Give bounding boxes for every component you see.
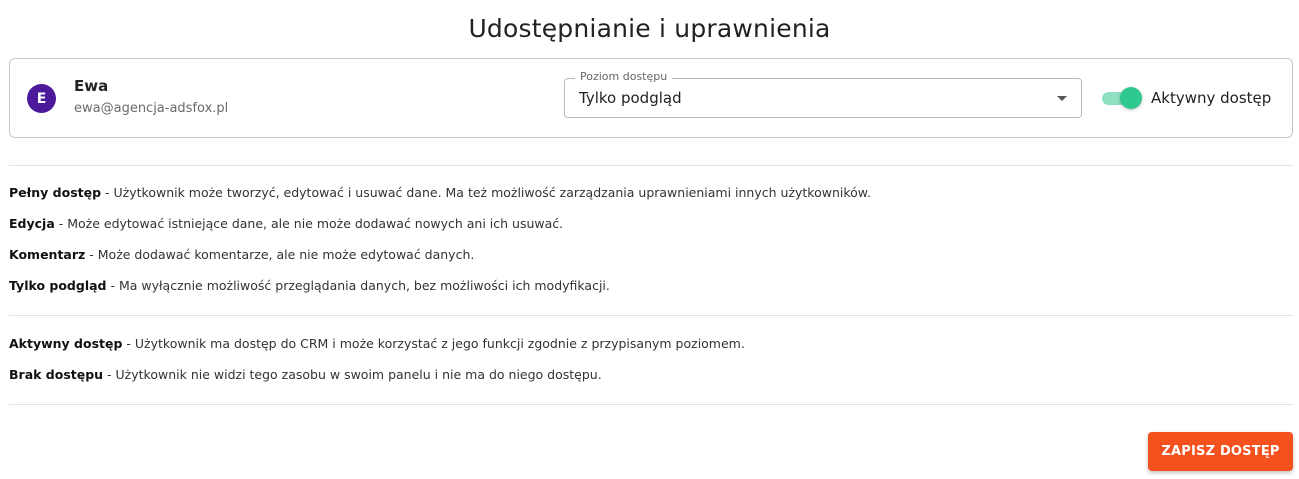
- chevron-down-icon: [1057, 96, 1067, 101]
- status-name: Aktywny dostęp: [9, 336, 123, 351]
- user-access-card: [9, 58, 1293, 138]
- active-access-toggle[interactable]: [1100, 87, 1142, 109]
- avatar: E: [27, 84, 56, 113]
- access-level-value: Tylko podgląd: [579, 89, 682, 107]
- level-text: - Może edytować istniejące dane, ale nie może dodawać nowych ani ich usuwać.: [54, 216, 564, 231]
- access-level-legend: Poziom dostępu: [575, 70, 672, 83]
- user-name: Ewa: [74, 77, 109, 95]
- level-description-comment: [9, 247, 474, 262]
- user-email: ewa@agencja-adsfox.pl: [74, 101, 229, 116]
- level-text: - Ma wyłącznie możliwość przeglądania danych, bez możliwości ich modyfikacji.: [106, 278, 610, 293]
- level-name: Edycja: [9, 216, 55, 231]
- status-description-active: [9, 336, 745, 351]
- divider: [9, 404, 1293, 405]
- level-text: - Może dodawać komentarze, ale nie może edytować danych.: [85, 247, 475, 262]
- level-description-view: [9, 278, 610, 293]
- level-description-full: [9, 185, 871, 200]
- status-text: - Użytkownik nie widzi tego zasobu w swoim panelu i nie ma do niego dostępu.: [103, 367, 602, 382]
- divider: [9, 315, 1293, 316]
- level-description-edit: [9, 216, 563, 231]
- access-level-select[interactable]: [564, 70, 1082, 118]
- level-name: Tylko podgląd: [9, 278, 107, 293]
- divider: [9, 165, 1293, 166]
- toggle-knob: [1120, 87, 1142, 109]
- status-text: - Użytkownik ma dostęp do CRM i może korzystać z jego funkcji zgodnie z przypisanym poziomem.: [122, 336, 745, 351]
- status-name: Brak dostępu: [9, 367, 104, 382]
- level-name: Pełny dostęp: [9, 185, 102, 200]
- active-access-label: Aktywny dostęp: [1151, 89, 1272, 107]
- level-name: Komentarz: [9, 247, 86, 262]
- page-title: Udostępnianie i uprawnienia: [468, 14, 831, 43]
- save-access-button[interactable]: ZAPISZ DOSTĘP: [1148, 432, 1293, 471]
- status-description-none: [9, 367, 602, 382]
- level-text: - Użytkownik może tworzyć, edytować i usuwać dane. Ma też możliwość zarządzania uprawnieniami innych użytkowników.: [101, 185, 871, 200]
